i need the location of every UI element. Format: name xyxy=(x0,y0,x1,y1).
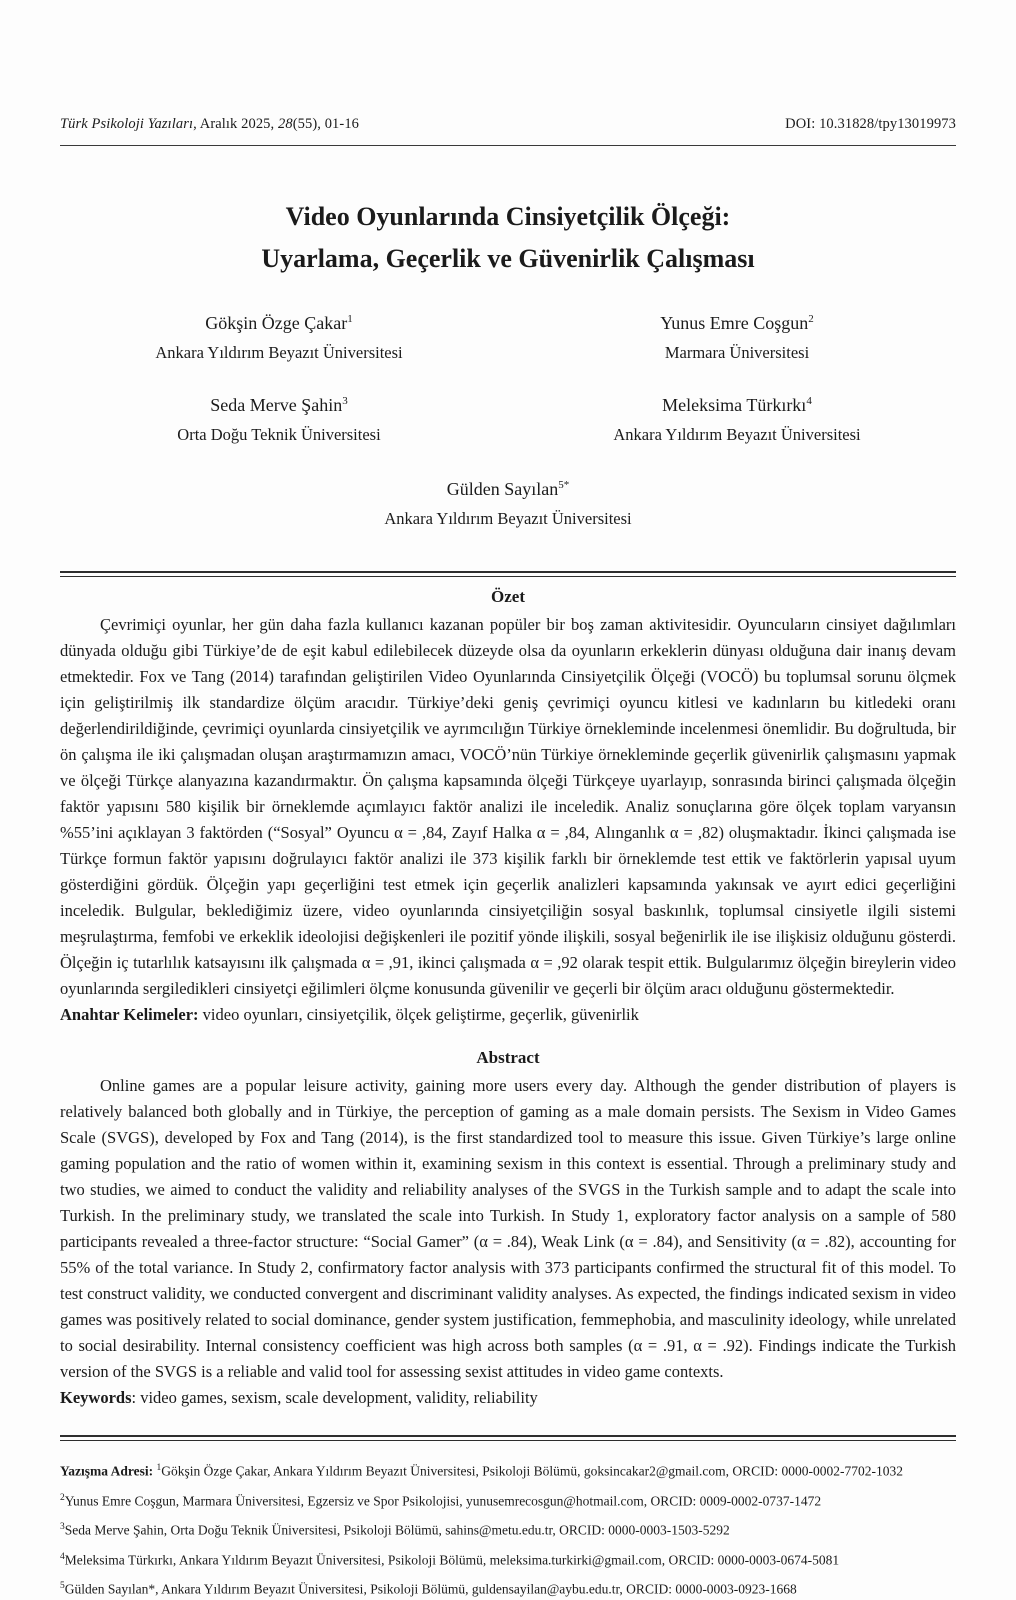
footnote-line-5 xyxy=(60,1573,956,1600)
author-2 xyxy=(518,313,956,363)
author-affiliation: Ankara Yıldırım Beyazıt Üniversitesi xyxy=(613,425,861,445)
journal-citation xyxy=(60,116,359,133)
footnote-text: Yunus Emre Coşgun, Marmara Üniversitesi, Egzersiz ve Spor Psikolojisi, yunusemrecosgun@hotmail.com, ORCID: 0009-0002-0737-1472 xyxy=(64,1493,822,1509)
correspondence-label: Yazışma Adresi: xyxy=(60,1463,157,1479)
author-4 xyxy=(518,395,956,445)
author-affiliation: Orta Doğu Teknik Üniversitesi xyxy=(177,425,381,445)
abstract-keywords xyxy=(60,1385,956,1411)
footnote-line-1 xyxy=(60,1455,956,1485)
paper-title-line1: Video Oyunlarında Cinsiyetçilik Ölçeği: xyxy=(285,202,731,231)
author-affiliation: Ankara Yıldırım Beyazıt Üniversitesi xyxy=(384,509,632,529)
footnote-text: Seda Merve Şahin, Orta Doğu Teknik Üniversitesi, Psikoloji Bölümü, sahins@metu.edu.tr, ORCID: 0000-0003-1503-5292 xyxy=(64,1522,730,1538)
author-sup: 3 xyxy=(342,395,348,408)
journal-title: Türk Psikoloji Yazıları xyxy=(60,116,194,132)
ozet-keywords-text: video oyunları, cinsiyetçilik, ölçek geliştirme, geçerlik, güvenirlik xyxy=(198,1005,639,1025)
journal-issue-pages: (55), 01-16 xyxy=(292,116,360,132)
running-head xyxy=(60,116,956,133)
ozet-body: Çevrimiçi oyunlar, her gün daha fazla kullanıcı kazanan popüler bir boş zaman aktivitesidir. Oyuncuların cinsiyet dağılımları dünyada olduğu gibi Türkiye’de de eşit kabul edilebilecek düzeyde olsa da oyunların erkeklerin dünyası olduğuna dair inanış devam etmektedir. Fox ve Tang (2014) tarafından geliştirilen Video Oyunlarında Cinsiyetçilik Ölçeği (VOCÖ) bu toplumsal sorunu ölçmek için geliştirilmiş ilk standardize ölçüm aracıdır. Türkiye’deki geniş çevrimiçi oyuncu kitlesi ve kadınların bu kitledeki oranı değerlendirildiğinde, çevrimiçi oyunlarda cinsiyetçilik ve ayrımcılığın Türkiye örnekleminde incelenmesi önemlidir. Bu doğrultuda, bir ön çalışma ile iki çalışmadan oluşan araştırmamızın amacı, VOCÖ’nün Türkiye örnekleminde geçerlik güvenirlik çalışmasını yapmak ve ölçeği Türkçe alanyazına kazandırmaktır. Ön çalışma kapsamında ölçeği Türkçeye uyarlayıp, sonrasında birinci çalışmada ölçeğin faktör yapısını 580 kişilik bir örneklemde açımlayıcı faktör analizi ile inceledik. Analiz sonuçlarına göre ölçek toplam varyansın %55’ini açıklayan 3 faktörden (“Sosyal” Oyuncu α = ,84, Zayıf Halka α = ,84, Alınganlık α = ,82) oluşmaktadır. İkinci çalışmada ise Türkçe formun faktör yapısını doğrulayıcı faktör analizi ile 373 kişilik farklı bir örneklemde test ettik ve faktörlerin yapısal uyum gösterdiğini gördük. Ölçeğin yapı geçerliğini test etmek için geçerlik analizleri kapsamında yakınsak ve ayırt edici geçerliğini inceledik. Bulgular, beklediğimiz üzere, video oyunlarında cinsiyetçiliğin sosyal baskınlık, toplumsal cinsiyetle ilgili sistemi meşrulaştırma, femfobi ve erkeklik ideolojisi değişkenleri ile pozitif yönde ilişkili, sosyal beğenirlik ile ise ilişkisiz olduğunu gösterdi. Ölçeğin iç tutarlılık katsayısını ilk çalışmada α = ,91, ikinci çalışmada α = ,92 olarak tespit ettik. Bulgularımız ölçeğin bireylerin video oyunlarında sergiledikleri cinsiyetçi eğilimleri ölçme konusunda güvenilir ve geçerli bir ölçüm aracı olduğunu göstermektedir. xyxy=(60,615,956,999)
header-rule xyxy=(60,145,956,146)
footnote-sup: 1 xyxy=(156,1463,162,1474)
double-rule-bottom xyxy=(60,1435,956,1441)
author-affiliation: Ankara Yıldırım Beyazıt Üniversitesi xyxy=(155,343,403,363)
footnote-sup: 3 xyxy=(60,1522,65,1533)
ozet-heading: Özet xyxy=(491,587,525,607)
abstract-body: Online games are a popular leisure activity, gaining more users every day. Although the gender distribution of players is relatively balanced both globally and in Türkiye, the perception of gaming as a male domain persists. The Sexism in Video Games Scale (SVGS), developed by Fox and Tang (2014), is the first standardized tool to measure this issue. Given Türkiye’s large online gaming population and the ratio of women within it, examining sexism in this context is essential. Through a preliminary study and two studies, we aimed to conduct the validity and reliability analyses of the SVGS in the Turkish sample and to adapt the scale into Turkish. In the preliminary study, we translated the scale into Turkish. In Study 1, exploratory factor analysis on a sample of 580 participants revealed a three-factor structure: “Social Gamer” (α = .84), Weak Link (α = .84), and Sensitivity (α = .82), accounting for 55% of the total variance. In Study 2, confirmatory factor analysis with 373 participants confirmed the structural fit of this model. To test construct validity, we conducted convergent and discriminant validity analyses. As expected, the findings indicated sexism in video games was positively related to social dominance, gender system justification, femmephobia, and masculinity ideology, while unrelated to social desirability. Internal consistency coefficient was high across both samples (α = .91, α = .92). Findings indicate the Turkish version of the SVGS is a reliable and valid tool for assessing sexist attitudes in video game contexts. xyxy=(60,1076,956,1382)
authors-grid xyxy=(60,313,956,445)
footnote-sup: 2 xyxy=(60,1492,65,1503)
footnote-line-3 xyxy=(60,1514,956,1544)
paper-title xyxy=(60,196,956,279)
double-rule-top xyxy=(60,571,956,577)
footnote-text: Meleksima Türkırkı, Ankara Yıldırım Beyazıt Üniversitesi, Psikoloji Bölümü, meleksima.turkirki@gmail.com, ORCID: 0000-0003-0674-5081 xyxy=(64,1552,840,1568)
author-name: Gökşin Özge Çakar$^1$ xyxy=(205,313,353,334)
footnote-sup: 4 xyxy=(60,1551,65,1562)
journal-issue-info: , Aralık 2025, xyxy=(193,116,278,132)
author-name: Meleksima Türkırkı$^4$ xyxy=(662,395,812,416)
correspondence-footnotes xyxy=(60,1455,956,1600)
author-name: Seda Merve Şahin$^3$ xyxy=(210,395,348,416)
footnote-text: Gülden Sayılan*, Ankara Yıldırım Beyazıt Üniversitesi, Psikoloji Bölümü, guldensayilan@aybu.edu.tr, ORCID: 0000-0003-0923-1668 xyxy=(64,1581,797,1597)
author-sup: 2 xyxy=(808,313,814,326)
abstract-keywords-text: : video games, sexism, scale development, validity, reliability xyxy=(131,1388,538,1408)
author-sup: 1 xyxy=(347,313,353,326)
abstract-heading: Abstract xyxy=(476,1048,540,1068)
doi: DOI: 10.31828/tpy13019973 xyxy=(785,116,956,132)
author-1 xyxy=(60,313,498,363)
author-5 xyxy=(60,479,956,529)
footnote-text: Gökşin Özge Çakar, Ankara Yıldırım Beyazıt Üniversitesi, Psikoloji Bölümü, goksincakar2@gmail.com, ORCID: 0000-0002-7702-1032 xyxy=(161,1463,904,1479)
author-name: Gülden Sayılan$^{5*}$ xyxy=(446,479,570,500)
author-3 xyxy=(60,395,498,445)
footnote-line-4 xyxy=(60,1544,956,1574)
author-sup: 5* xyxy=(558,479,570,492)
ozet-keywords-label: Anahtar Kelimeler: xyxy=(60,1005,199,1025)
footnote-line-2 xyxy=(60,1485,956,1515)
ozet-keywords xyxy=(60,1002,956,1028)
abstract-keywords-label: Keywords xyxy=(60,1388,132,1408)
author-name: Yunus Emre Coşgun$^2$ xyxy=(660,313,814,334)
paper-title-line2: Uyarlama, Geçerlik ve Güvenirlik Çalışması xyxy=(261,243,755,273)
footnote-sup: 5 xyxy=(60,1581,65,1592)
author-affiliation: Marmara Üniversitesi xyxy=(664,343,810,363)
author-sup: 4 xyxy=(806,395,812,408)
journal-volume: 28 xyxy=(277,116,293,132)
